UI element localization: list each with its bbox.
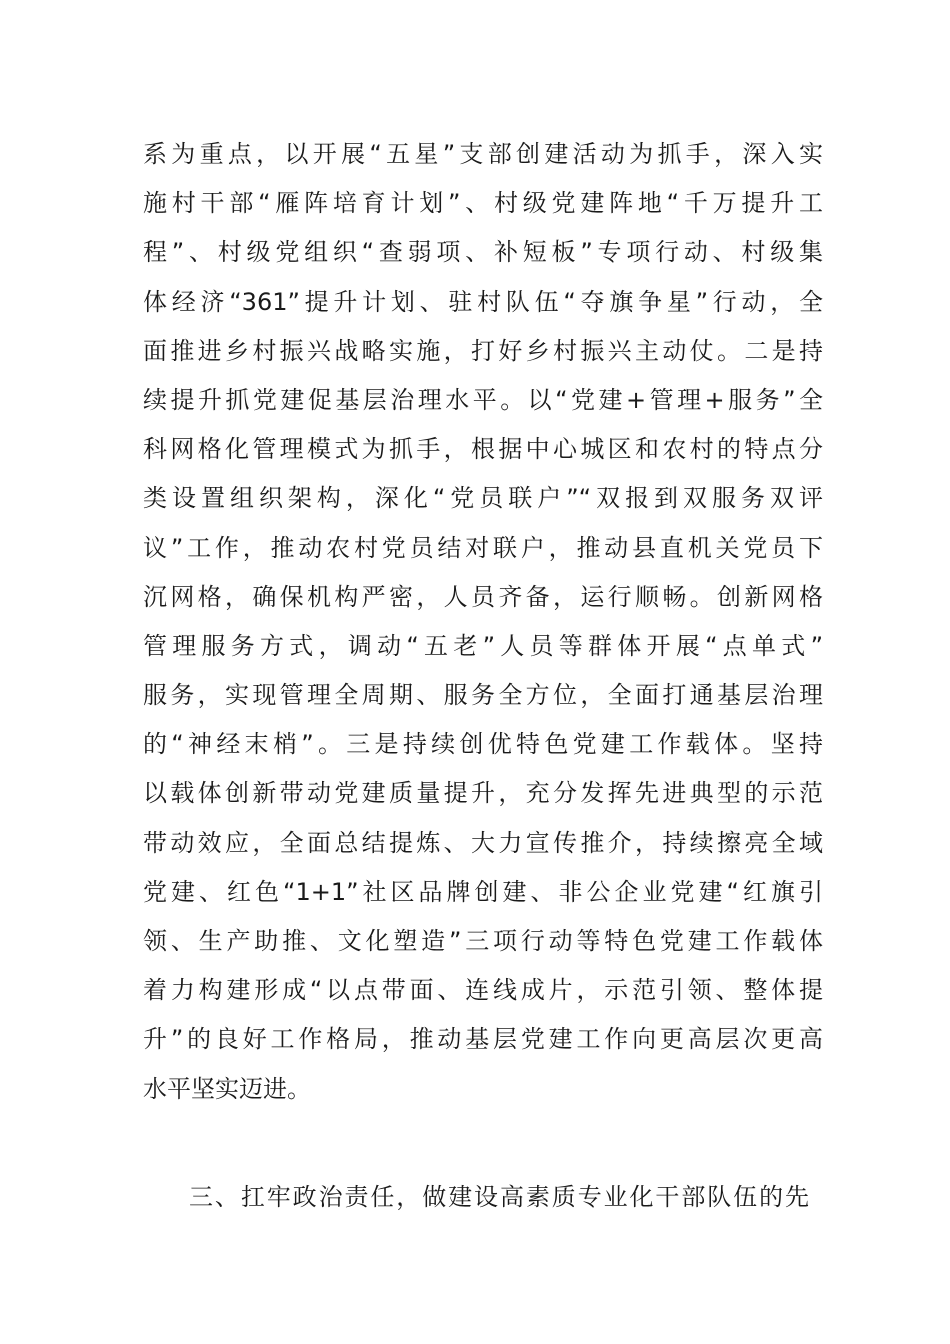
paragraph-line: 续提升抓党建促基层治理水平。以“党建+管理+服务”全 <box>143 385 823 414</box>
paragraph-line: 系为重点，以开展“五星”支部创建活动为抓手，深入实 <box>143 140 823 168</box>
body-paragraph <box>143 130 823 1114</box>
paragraph-line: 施村干部“雁阵培育计划”、村级党建阵地“千万提升工 <box>143 189 823 218</box>
paragraph-line: 水平坚实迈进。 <box>143 1074 311 1103</box>
paragraph-line: 升”的良好工作格局，推动基层党建工作向更高层次更高 <box>143 1025 823 1054</box>
paragraph-line: 类设置组织架构，深化“党员联户”“双报到双服务双评 <box>143 484 823 513</box>
paragraph-line: 带动效应，全面总结提炼、大力宣传推介，持续擦亮全域 <box>143 828 823 857</box>
paragraph-line: 的“神经末梢”。三是持续创优特色党建工作载体。坚持 <box>143 730 823 759</box>
paragraph-line: 体经济“361”提升计划、驻村队伍“夺旗争星”行动，全 <box>143 287 823 316</box>
paragraph-line: 服务，实现管理全周期、服务全方位，全面打通基层治理 <box>143 681 823 710</box>
section-heading: 三、扛牢政治责任，做建设高素质专业化干部队伍的先 <box>189 1183 809 1211</box>
paragraph-line: 以载体创新带动党建质量提升，充分发挥先进典型的示范 <box>143 779 823 808</box>
paragraph-line: 着力构建形成“以点带面、连线成片，示范引领、整体提 <box>143 976 823 1005</box>
paragraph-line: 面推进乡村振兴战略实施，打好乡村振兴主动仗。二是持 <box>143 336 823 365</box>
paragraph-line: 领、生产助推、文化塑造”三项行动等特色党建工作载体 <box>143 927 823 955</box>
paragraph-line: 管理服务方式，调动“五老”人员等群体开展“点单式” <box>143 631 823 660</box>
paragraph-line: 议”工作，推动农村党员结对联户，推动县直机关党员下 <box>143 533 823 562</box>
paragraph-line: 程”、村级党组织“查弱项、补短板”专项行动、村级集 <box>143 238 823 267</box>
paragraph-line: 科网格化管理模式为抓手，根据中心城区和农村的特点分 <box>143 435 823 464</box>
paragraph-line: 党建、红色“1+1”社区品牌创建、非公企业党建“红旗引 <box>143 877 823 906</box>
paragraph-line: 沉网格，确保机构严密，人员齐备，运行顺畅。创新网格 <box>143 582 823 611</box>
